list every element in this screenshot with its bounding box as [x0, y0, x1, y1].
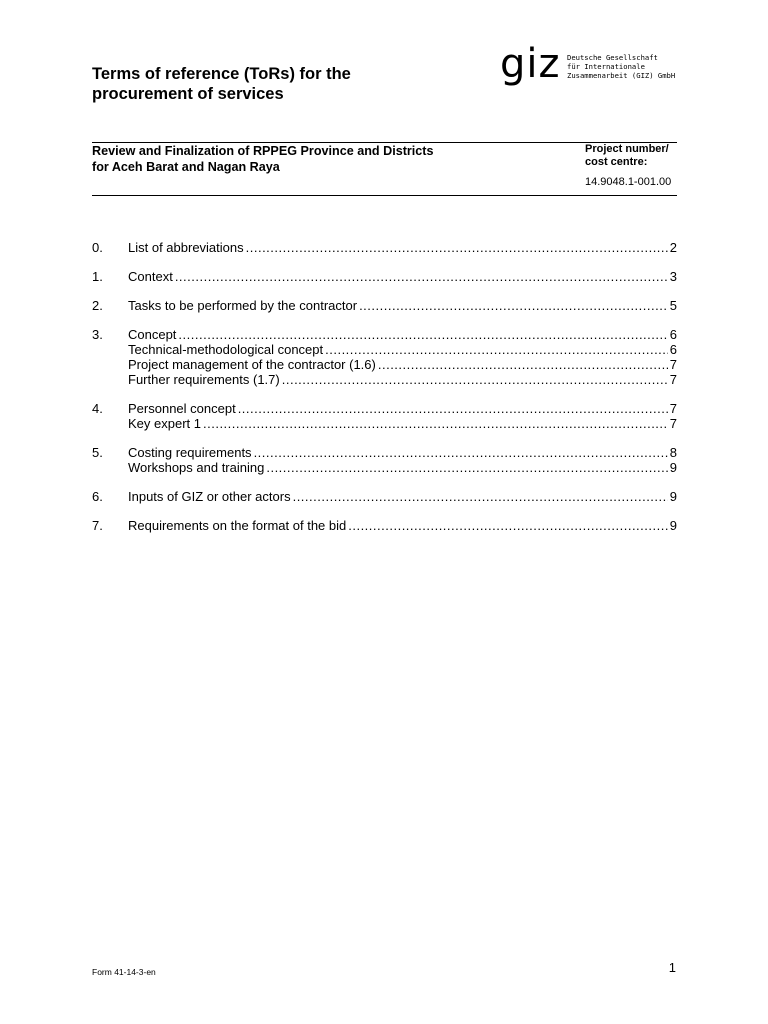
toc-entry-page: 7: [669, 372, 677, 387]
assignment-subject: [92, 143, 434, 175]
toc-entry-title: Tasks to be performed by the contractor: [128, 298, 358, 313]
toc-entry-title: Requirements on the format of the bid: [128, 518, 347, 533]
toc-entry[interactable]: [92, 489, 677, 504]
toc-entry-title: Technical-methodological concept: [128, 342, 324, 357]
toc-entry-page: 2: [669, 240, 677, 255]
toc-entry[interactable]: [92, 327, 677, 342]
assignment-subject-line: for Aceh Barat and Nagan Raya: [92, 160, 280, 174]
toc-entry[interactable]: [92, 416, 677, 431]
toc-entry-number: 5.: [92, 445, 103, 460]
toc-entry-page: 9: [669, 460, 677, 475]
toc-entry-page: 9: [669, 518, 677, 533]
toc-dot-leader: [203, 416, 668, 431]
toc-entry-number: 6.: [92, 489, 103, 504]
toc-entry-page: 8: [669, 445, 677, 460]
toc-dot-leader: [254, 445, 668, 460]
header-rule-bottom: [92, 195, 677, 196]
project-number-label-line: Project number/: [585, 143, 669, 155]
toc-dot-leader: [175, 269, 668, 284]
giz-logo: [500, 41, 680, 92]
toc-entry-title: Concept: [128, 327, 177, 342]
project-number-label: [585, 143, 669, 169]
toc-entry-number: 1.: [92, 269, 103, 284]
toc-section: [92, 269, 677, 284]
toc-entry-page: 6: [669, 342, 677, 357]
toc-dot-leader: [238, 401, 668, 416]
giz-logo-text: [567, 53, 675, 80]
toc-entry-number: 4.: [92, 401, 103, 416]
toc-entry-number: 3.: [92, 327, 103, 342]
toc-entry-title: Costing requirements: [128, 445, 252, 460]
toc-entry-title: Key expert 1: [128, 416, 201, 431]
form-id: Form 41-14-3-en: [92, 967, 156, 977]
toc-entry-page: 6: [669, 327, 677, 342]
toc-entry[interactable]: [92, 460, 677, 475]
toc-section: [92, 401, 677, 431]
toc-entry-title: List of abbreviations: [128, 240, 244, 255]
giz-logo-text-line: für Internationale: [567, 62, 645, 71]
toc-entry-page: 3: [669, 269, 677, 284]
toc-entry-title: Workshops and training: [128, 460, 265, 475]
toc-dot-leader: [282, 372, 668, 387]
toc-entry[interactable]: [92, 269, 677, 284]
toc-entry[interactable]: [92, 372, 677, 387]
toc-entry[interactable]: [92, 342, 677, 357]
toc-entry-page: 7: [669, 357, 677, 372]
table-of-contents: [92, 240, 677, 547]
document-title-line: Terms of reference (ToRs) for the: [92, 65, 351, 83]
toc-dot-leader: [359, 298, 668, 313]
toc-dot-leader: [325, 342, 668, 357]
toc-entry-title: Project management of the contractor (1.6): [128, 357, 376, 372]
toc-section: [92, 240, 677, 255]
toc-section: [92, 518, 677, 533]
document-title: [92, 64, 351, 104]
toc-entry[interactable]: [92, 401, 677, 416]
toc-dot-leader: [378, 357, 668, 372]
toc-entry[interactable]: [92, 445, 677, 460]
toc-entry[interactable]: [92, 518, 677, 533]
toc-entry-number: 0.: [92, 240, 103, 255]
toc-section: [92, 445, 677, 475]
toc-section: [92, 298, 677, 313]
page-number: 1: [668, 960, 676, 975]
toc-dot-leader: [293, 489, 668, 504]
toc-entry-page: 5: [669, 298, 677, 313]
toc-entry-page: 7: [669, 401, 677, 416]
giz-logo-text-line: Deutsche Gesellschaft: [567, 53, 658, 62]
toc-entry-number: 7.: [92, 518, 103, 533]
toc-entry[interactable]: [92, 298, 677, 313]
toc-entry-title: Inputs of GIZ or other actors: [128, 489, 291, 504]
toc-entry-number: 2.: [92, 298, 103, 313]
toc-dot-leader: [348, 518, 668, 533]
toc-section: [92, 327, 677, 387]
toc-entry-title: Further requirements (1.7): [128, 372, 280, 387]
toc-entry-page: 9: [669, 489, 677, 504]
assignment-subject-line: Review and Finalization of RPPEG Province and Districts: [92, 144, 434, 158]
toc-section: [92, 489, 677, 504]
toc-entry-title: Context: [128, 269, 173, 284]
giz-logo-mark: giz: [500, 41, 561, 87]
toc-dot-leader: [178, 327, 667, 342]
toc-entry[interactable]: [92, 240, 677, 255]
toc-dot-leader: [266, 460, 667, 475]
project-number-label-line: cost centre:: [585, 156, 648, 168]
toc-dot-leader: [246, 240, 668, 255]
toc-entry[interactable]: [92, 357, 677, 372]
project-number-value: 14.9048.1-001.00: [585, 176, 672, 188]
toc-entry-title: Personnel concept: [128, 401, 236, 416]
document-title-line: procurement of services: [92, 85, 284, 103]
giz-logo-text-line: Zusammenarbeit (GIZ) GmbH: [567, 71, 676, 80]
toc-entry-page: 7: [669, 416, 677, 431]
